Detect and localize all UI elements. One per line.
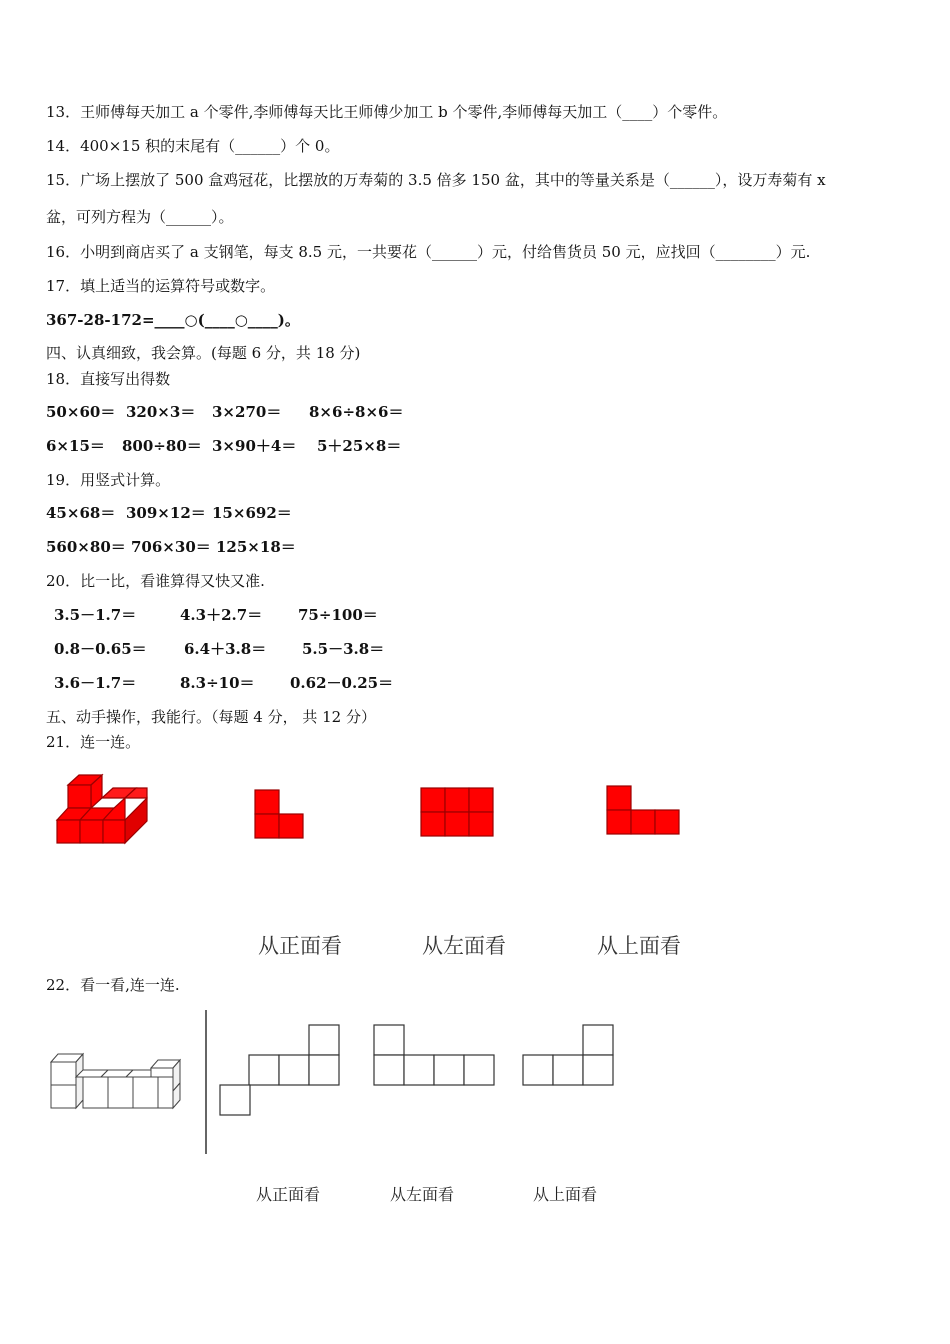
calc-item: 706×30＝	[131, 538, 211, 556]
calc-item: 560×80＝	[46, 538, 126, 556]
outline-cube-solid	[50, 1052, 182, 1116]
question-15-line2: 盆，可列方程为（______）。	[46, 208, 234, 226]
calc-item: 5＋25×8＝	[317, 437, 402, 455]
red-grid-view	[420, 787, 494, 837]
calc-item: 5.5－3.8＝	[302, 640, 385, 658]
calc-item: 320×3＝	[126, 403, 196, 421]
question-17-expression: 367-28-172=____○(____○____)。	[46, 311, 300, 329]
calc-item: 45×68＝	[46, 504, 116, 522]
calc-item: 309×12＝	[126, 504, 206, 522]
q21-view-front: 从正面看	[258, 934, 342, 958]
calc-item: 3.5－1.7＝	[54, 606, 137, 624]
question-15-line1: 15．广场上摆放了 500 盒鸡冠花，比摆放的万寿菊的 3.5 倍多 150 盆，其中的等量关系是（______），设万寿菊有 x	[46, 171, 826, 189]
calc-item: 8.3÷10＝	[180, 674, 255, 692]
question-17: 17．填上适当的运算符号或数字。	[46, 277, 276, 295]
q22-view-front: 从正面看	[256, 1185, 321, 1204]
q22-view-left: 从左面看	[390, 1185, 455, 1204]
question-16: 16．小明到商店买了 a 支钢笔，每支 8.5 元，一共要花（______）元，付给售货员 50 元，应找回（________）元.	[46, 243, 811, 261]
question-21: 21．连一连。	[46, 733, 141, 751]
calc-item: 15×692＝	[212, 504, 292, 522]
question-14: 14．400×15 积的末尾有（______）个 0。	[46, 137, 340, 155]
calc-item: 3×270＝	[212, 403, 282, 421]
section-5-heading: 五、动手操作，我能行。（每题 4 分， 共 12 分）	[46, 708, 376, 726]
calc-item: 75÷100＝	[298, 606, 378, 624]
calc-item: 8×6÷8×6＝	[309, 403, 404, 421]
question-18: 18．直接写出得数	[46, 370, 171, 388]
calc-item: 6×15＝	[46, 437, 105, 455]
calc-item: 800÷80＝	[122, 437, 202, 455]
calc-item: 50×60＝	[46, 403, 116, 421]
calc-item: 6.4＋3.8＝	[184, 640, 267, 658]
q21-view-left: 从左面看	[422, 934, 506, 958]
question-20: 20．比一比，看谁算得又快又准.	[46, 572, 265, 590]
q21-view-top: 从上面看	[597, 934, 681, 958]
divider-line	[204, 1010, 208, 1154]
red-step-view	[606, 785, 680, 835]
calc-item: 4.3＋2.7＝	[180, 606, 263, 624]
calc-item: 3×90＋4＝	[212, 437, 297, 455]
section-4-heading: 四、认真细致，我会算。(每题 6 分，共 18 分)	[46, 344, 361, 362]
view-grid-c	[522, 1024, 614, 1086]
question-13: 13．王师傅每天加工 a 个零件,李师傅每天比王师傅少加工 b 个零件,李师傅每天加工（____）个零件。	[46, 103, 728, 121]
calc-item: 3.6－1.7＝	[54, 674, 137, 692]
calc-item: 0.62－0.25＝	[290, 674, 394, 692]
question-22: 22．看一看,连一连.	[46, 976, 180, 994]
view-grid-b	[373, 1024, 495, 1086]
question-19: 19．用竖式计算。	[46, 471, 171, 489]
calc-item: 125×18＝	[216, 538, 296, 556]
q22-view-top: 从上面看	[533, 1185, 598, 1204]
red-l-view	[254, 789, 304, 839]
view-grid-a	[219, 1024, 340, 1116]
calc-item: 0.8－0.65＝	[54, 640, 147, 658]
red-cube-solid	[54, 774, 149, 846]
